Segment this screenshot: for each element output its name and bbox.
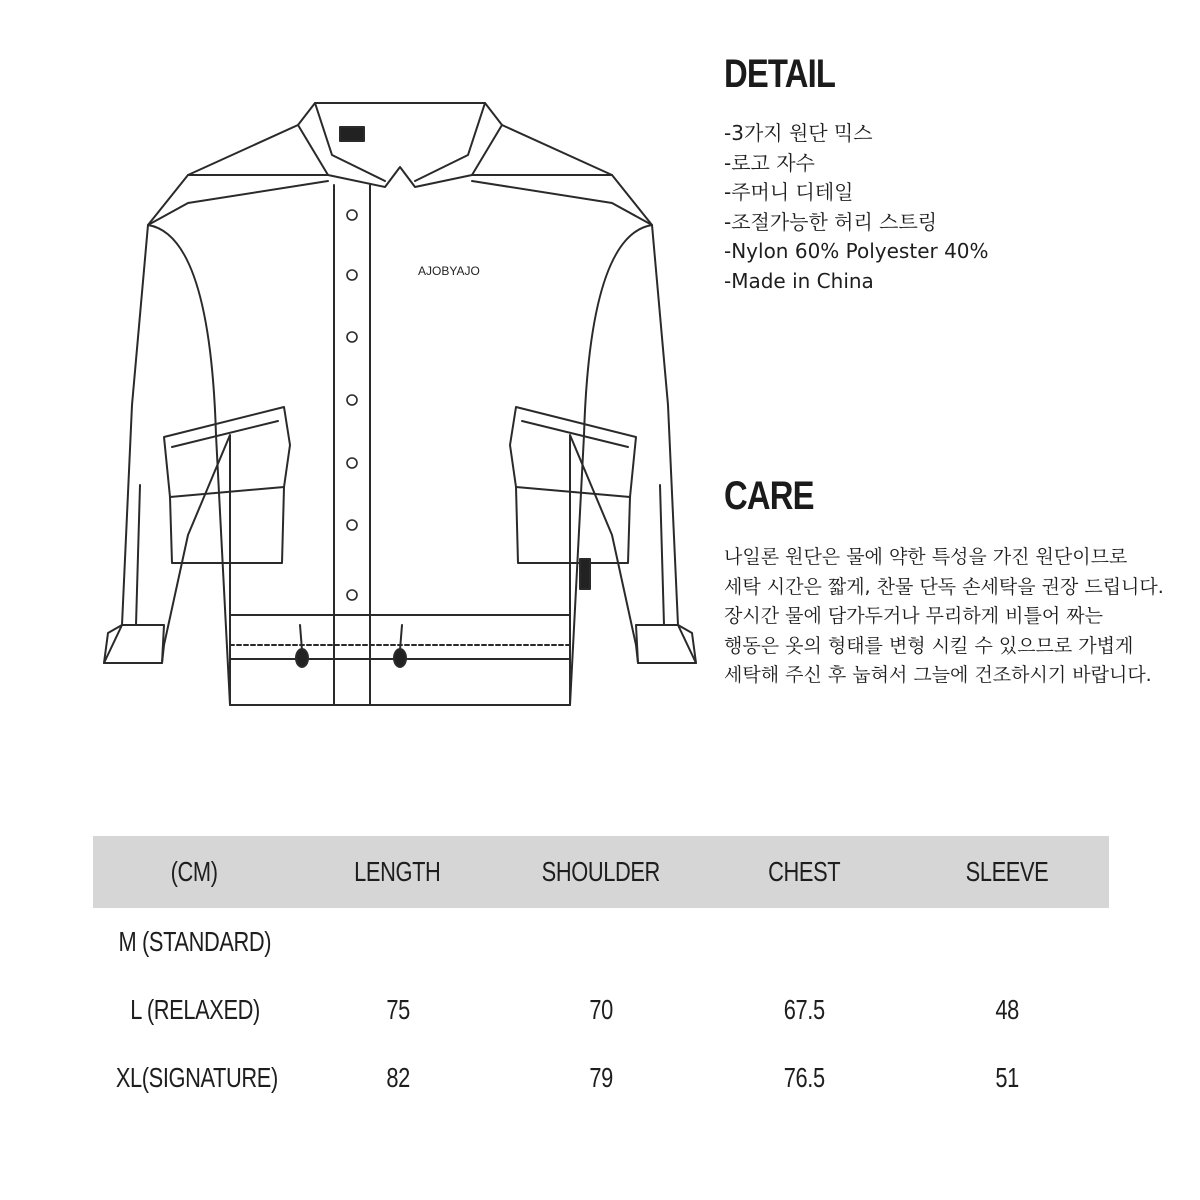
table-cell — [296, 926, 499, 958]
detail-item: -로고 자수 — [724, 150, 815, 175]
jacket-body-outline — [104, 125, 696, 705]
table-cell: 82 — [386, 1062, 410, 1093]
table-cell — [703, 926, 906, 958]
table-cell: 51 — [995, 1062, 1020, 1093]
table-row — [93, 908, 1109, 976]
detail-item: -주머니 디테일 — [724, 180, 854, 204]
chest-logo: AJOBYAJO — [418, 264, 480, 278]
header-cell: SLEEVE — [966, 856, 1049, 887]
detail-item: -Made in China — [724, 268, 874, 293]
header-cell: (CM) — [171, 856, 219, 887]
table-cell: 70 — [589, 994, 613, 1025]
right-pocket — [510, 407, 636, 563]
size-table — [93, 836, 1109, 1112]
care-title: CARE — [724, 474, 814, 518]
size-label-cell: L (RELAXED) — [129, 994, 260, 1025]
detail-item: -Nylon 60% Polyester 40% — [724, 239, 989, 263]
table-cell: 75 — [386, 994, 410, 1025]
header-cell: LENGTH — [354, 856, 441, 887]
table-row — [93, 976, 1109, 1044]
table-cell: 76.5 — [783, 1062, 825, 1093]
placket — [334, 185, 370, 705]
care-line: 세탁 시간은 짧게, 찬물 단독 손세탁을 권장 드립니다. — [724, 575, 1164, 598]
table-row — [93, 1044, 1109, 1112]
table-cell: 79 — [589, 1062, 613, 1093]
left-pocket — [164, 407, 290, 563]
care-line: 행동은 옷의 형태를 변형 시킬 수 있으므로 가볍게 — [724, 634, 1134, 657]
detail-list — [724, 119, 989, 296]
collar-tag — [340, 127, 364, 141]
header-cell: CHEST — [768, 856, 841, 887]
table-cell: 67.5 — [783, 994, 825, 1025]
care-instructions — [724, 543, 1164, 691]
size-label-cell: XL(SIGNATURE) — [115, 1062, 278, 1093]
table-cell — [906, 926, 1109, 958]
size-label-cell: M (STANDARD) — [118, 926, 271, 957]
detail-item: -조절가능한 허리 스트링 — [724, 209, 938, 234]
care-line: 장시간 물에 담가두거나 무리하게 비틀어 짜는 — [724, 605, 1103, 627]
care-line: 세탁해 주신 후 눕혀서 그늘에 건조하시기 바랍니다. — [724, 664, 1152, 686]
detail-item: -3가지 원단 믹스 — [724, 121, 873, 145]
buttons — [347, 210, 357, 600]
table-cell: 48 — [995, 994, 1020, 1025]
detail-title: DETAIL — [724, 52, 836, 96]
jacket-flat-sketch — [40, 85, 700, 725]
table-cell — [499, 926, 702, 958]
care-line: 나일론 원단은 물에 약한 특성을 가진 원단이므로 — [724, 546, 1128, 568]
size-table-header — [93, 836, 1109, 908]
header-cell: SHOULDER — [541, 856, 661, 887]
side-label — [580, 559, 590, 589]
